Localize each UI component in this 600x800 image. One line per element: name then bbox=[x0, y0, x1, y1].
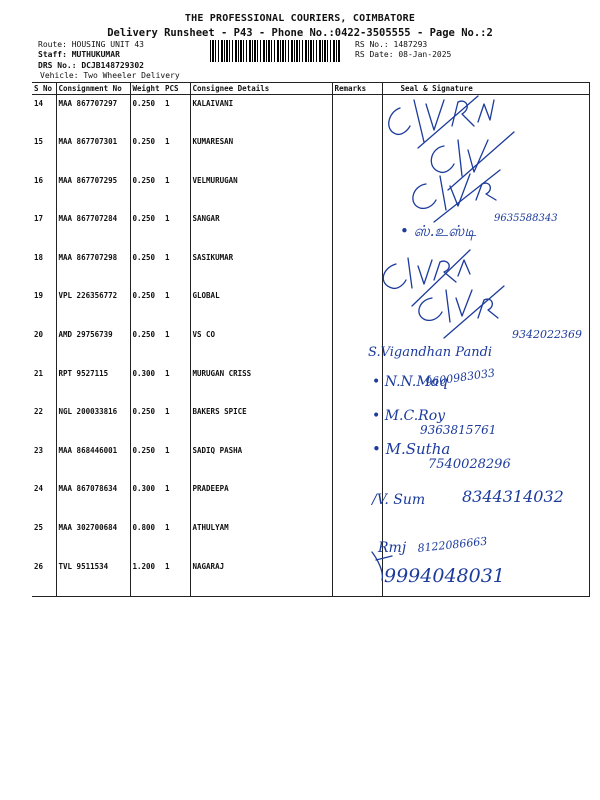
cell-consignment: MAA 867707295 bbox=[56, 172, 130, 211]
vehicle-label: Vehicle: Two Wheeler Delivery bbox=[40, 71, 180, 80]
cell-signature bbox=[382, 287, 589, 326]
cell-pcs: 1 bbox=[165, 214, 170, 224]
cell-remarks bbox=[332, 172, 382, 211]
runsheet-title: Delivery Runsheet - P43 - Phone No.:0422-3505555 - Page No.:2 bbox=[107, 27, 493, 39]
cell-consignee: GLOBAL bbox=[190, 287, 332, 326]
cell-pcs: 1 bbox=[165, 137, 170, 147]
cell-signature bbox=[382, 172, 589, 211]
cell-weight: 1.200 bbox=[130, 558, 163, 597]
handwritten-phone: 9342022369 bbox=[512, 328, 582, 341]
table-row bbox=[32, 519, 589, 558]
cell-remarks bbox=[332, 442, 382, 481]
cell-consignment: MAA 867707298 bbox=[56, 249, 130, 288]
cell-consignment: NGL 200033816 bbox=[56, 403, 130, 442]
cell-signature bbox=[382, 326, 589, 365]
cell-weight: 0.250 bbox=[130, 249, 163, 288]
col-header-pcs: PCS bbox=[163, 83, 190, 95]
cell-sno: 26 bbox=[32, 558, 56, 597]
cell-consignee: NAGARAJ bbox=[190, 558, 332, 597]
table-row bbox=[32, 210, 589, 249]
handwritten-phone: 9994048031 bbox=[384, 565, 505, 587]
cell-remarks bbox=[332, 365, 382, 404]
cell-weight: 0.250 bbox=[130, 172, 163, 211]
handwritten-phone: 8122086663 bbox=[416, 534, 488, 555]
col-header-remarks: Remarks bbox=[332, 83, 382, 95]
cell-remarks bbox=[332, 403, 382, 442]
cell-pcs: 1 bbox=[165, 291, 170, 301]
cell-signature bbox=[382, 365, 589, 404]
cell-signature bbox=[382, 480, 589, 519]
cell-sno: 24 bbox=[34, 484, 44, 494]
table-row bbox=[32, 172, 589, 211]
cell-weight: 0.300 bbox=[130, 480, 163, 519]
cell-consignment: AMD 29756739 bbox=[56, 326, 130, 365]
handwritten-name: S.Vigandhan Pandi bbox=[368, 345, 493, 360]
cell-consignee: SANGAR bbox=[190, 210, 332, 249]
cell-signature bbox=[382, 519, 589, 558]
cell-pcs: 1 bbox=[165, 523, 170, 533]
cell-weight: 0.250 bbox=[130, 403, 163, 442]
col-header-signature: Seal & Signature bbox=[382, 83, 589, 95]
cell-consignee: KUMARESAN bbox=[190, 133, 332, 172]
cell-pcs: 1 bbox=[165, 99, 170, 108]
table-row bbox=[32, 95, 589, 134]
cell-sno: 16 bbox=[34, 175, 44, 185]
handwritten-name: Rmj bbox=[378, 540, 407, 556]
handwritten-name: • M.Sutha bbox=[372, 440, 451, 458]
cell-signature bbox=[382, 210, 589, 249]
cell-sno: 22 bbox=[34, 407, 44, 417]
table-row bbox=[32, 558, 589, 597]
cell-signature bbox=[382, 133, 589, 172]
table-header-row bbox=[32, 83, 589, 95]
drs-number: DRS No.: DCJB148729302 bbox=[38, 61, 144, 70]
cell-remarks bbox=[332, 558, 382, 597]
cell-consignment: MAA 302700684 bbox=[56, 519, 130, 558]
cell-pcs: 1 bbox=[165, 368, 170, 378]
cell-signature bbox=[382, 249, 589, 288]
cell-remarks bbox=[332, 133, 382, 172]
cell-consignee: VS CO bbox=[190, 326, 332, 365]
cell-pcs: 1 bbox=[165, 175, 170, 185]
cell-consignment: RPT 9527115 bbox=[56, 365, 130, 404]
cell-pcs: 1 bbox=[163, 558, 190, 597]
col-header-weight: Weight bbox=[130, 83, 163, 95]
cell-remarks bbox=[332, 519, 382, 558]
cell-consignee: VELMURUGAN bbox=[190, 172, 332, 211]
cell-consignment: MAA 867707301 bbox=[56, 133, 130, 172]
table-row bbox=[32, 365, 589, 404]
cell-weight: 0.300 bbox=[130, 365, 163, 404]
handwritten-name: • N.N.Maq bbox=[372, 374, 448, 390]
cell-pcs: 1 bbox=[165, 445, 170, 455]
cell-signature bbox=[382, 403, 589, 442]
cell-weight: 0.250 bbox=[130, 210, 163, 249]
col-header-consignee: Consignee Details bbox=[190, 83, 332, 95]
cell-remarks bbox=[332, 210, 382, 249]
handwritten-phone: 9600983033 bbox=[424, 366, 496, 389]
handwritten-phone: 7540028296 bbox=[428, 457, 511, 472]
cell-weight: 0.250 bbox=[130, 287, 163, 326]
rs-date: RS Date: 08-Jan-2025 bbox=[355, 50, 452, 59]
rs-number: RS No.: 1487293 bbox=[355, 40, 428, 49]
table-row bbox=[32, 287, 589, 326]
cell-consignment: MAA 868446001 bbox=[56, 442, 130, 481]
cell-signature bbox=[382, 442, 589, 481]
cell-consignment: VPL 226356772 bbox=[56, 287, 130, 326]
table-row bbox=[32, 480, 589, 519]
cell-consignee: ATHULYAM bbox=[190, 519, 332, 558]
cell-consignee: PRADEEPA bbox=[190, 480, 332, 519]
cell-pcs: 1 bbox=[165, 252, 170, 262]
cell-weight: 0.800 bbox=[130, 519, 163, 558]
cell-remarks bbox=[332, 249, 382, 288]
cell-remarks bbox=[332, 480, 382, 519]
runsheet-table bbox=[32, 82, 590, 597]
col-header-consignment: Consignment No bbox=[56, 83, 130, 95]
cell-pcs: 1 bbox=[165, 330, 170, 340]
cell-consignment: MAA 867078634 bbox=[56, 480, 130, 519]
cell-weight: 0.250 bbox=[130, 442, 163, 481]
cell-sno: 14 bbox=[34, 99, 44, 108]
cell-sno: 20 bbox=[34, 330, 44, 340]
cell-weight: 0.250 bbox=[130, 133, 163, 172]
cell-weight: 0.250 bbox=[130, 95, 163, 134]
cell-sno: 17 bbox=[34, 214, 44, 224]
cell-consignment: MAA 867707297 bbox=[56, 95, 130, 134]
handwritten-name: • M.C.Roy bbox=[372, 408, 446, 424]
table-row bbox=[32, 442, 589, 481]
cell-consignee: MURUGAN CRISS bbox=[190, 365, 332, 404]
route-label: Route: HOUSING UNIT 43 bbox=[38, 40, 144, 49]
handwritten-phone: 9635588343 bbox=[494, 213, 558, 224]
staff-label: Staff: MUTHUKUMAR bbox=[38, 50, 120, 59]
cell-consignment: TVL 9511534 bbox=[56, 558, 130, 597]
col-header-sno: S No bbox=[32, 83, 56, 95]
handwritten-phone: 8344314032 bbox=[462, 487, 564, 506]
cell-consignee: SASIKUMAR bbox=[190, 249, 332, 288]
cell-sno: 15 bbox=[34, 137, 44, 147]
cell-sno: 19 bbox=[34, 291, 44, 301]
cell-weight: 0.250 bbox=[130, 326, 163, 365]
table-row bbox=[32, 249, 589, 288]
cell-pcs: 1 bbox=[165, 484, 170, 494]
table-row bbox=[32, 133, 589, 172]
cell-remarks bbox=[332, 287, 382, 326]
cell-sno: 23 bbox=[34, 445, 44, 455]
cell-remarks bbox=[332, 326, 382, 365]
cell-sno: 25 bbox=[34, 523, 44, 533]
cell-consignee: BAKERS SPICE bbox=[190, 403, 332, 442]
cell-sno: 18 bbox=[34, 252, 44, 262]
cell-consignee: SADIQ PASHA bbox=[190, 442, 332, 481]
cell-consignee: KALAIVANI bbox=[190, 95, 332, 134]
cell-remarks bbox=[332, 95, 382, 134]
company-name: THE PROFESSIONAL COURIERS, COIMBATORE bbox=[184, 13, 416, 24]
barcode-image bbox=[210, 40, 340, 62]
handwritten-phone: 9363815761 bbox=[420, 423, 497, 437]
cell-pcs: 1 bbox=[165, 407, 170, 417]
handwritten-name: • ஸ்.உஸ்டி bbox=[400, 222, 477, 240]
cell-signature bbox=[382, 95, 589, 134]
cell-sno: 21 bbox=[34, 368, 44, 378]
table-row bbox=[32, 326, 589, 365]
handwritten-name: /V. Sum bbox=[372, 492, 426, 508]
cell-consignment: MAA 867707284 bbox=[56, 210, 130, 249]
table-row bbox=[32, 403, 589, 442]
cell-signature bbox=[382, 558, 589, 597]
